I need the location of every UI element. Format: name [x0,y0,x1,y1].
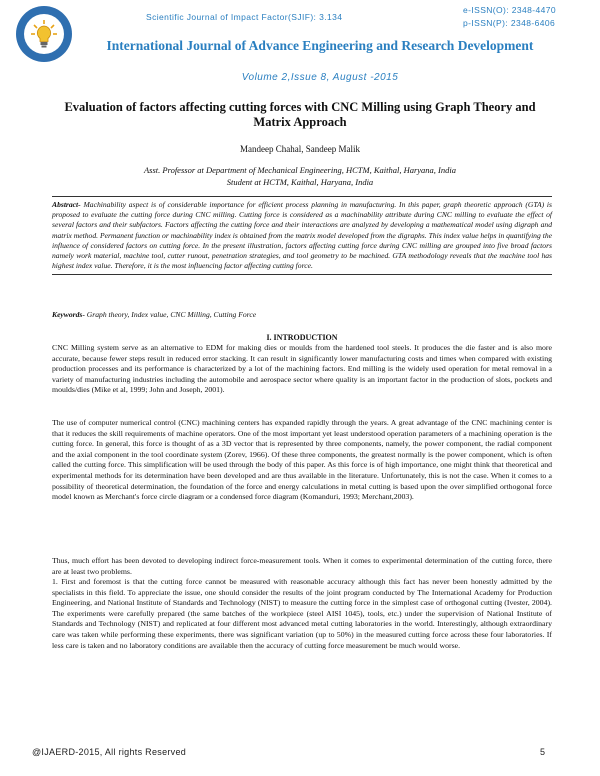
footer-copyright: @IJAERD-2015, All rights Reserved [32,747,187,757]
paragraph-2: The use of computer numerical control (CNC) machining centers has expanded rapidly through the years. A great advantage of the CNC machining center is that it reduces the skill requirements of machine operators. One of the most important yet least understood operation parameters of a machining operation is the cutting force. In general, this force is thought of as a 3D vector that is represented by three components, namely, the power component, the radial component and the axial component in the tool coordinate system (Zorev, 1966). Of these three components, the greatest normally is the power component, which is often called the cutting force. This simplification will be used through the body of this paper. As this force is of high importance, one might think that theoretical and experimental methods for its determination have been developed and are thus available in the literature. Unfortunately, this is not the case. When it comes to a possibility of theoretical determination, the foundation of the force and energy calculations in metal cutting is based upon the over simplified orthogonal force model known as Merchant's force circle diagram or a condensed force diagram (Komanduri, 1993; Merchant,2003). [52,418,552,502]
logo-emblem-icon [16,6,72,62]
paper-authors: Mandeep Chahal, Sandeep Malik [240,144,360,154]
paragraph-1: CNC Milling system serve as an alternative to EDM for making dies or moulds from the hardened tool steels. It produces the die faster and is also more accurate, because fewer steps result in reduced error stacking. It can result in significantly lower manufacturing costs and times when compared with existing production processes and its performance is characterized by a lot of the machining factors. End milling is the widely used operation for metal removal in a variety of manufacturing industries including the automobile and aerospace sector where quality is an important factor in the production of slots, pockets and moulds/dies (Mike et al, 1999; John and Joseph, 2001). [52,343,552,395]
impact-factor: Scientific Journal of Impact Factor(SJIF): 3.134 [146,12,343,22]
section-heading: I. INTRODUCTION [266,333,338,342]
keywords [52,310,256,319]
paragraph-3: Thus, much effort has been devoted to developing indirect force-measurement tools. When it comes to experimental determination of the cutting force, there are at least two problems. [52,556,552,576]
keywords-text: Graph theory, Index value, CNC Milling, Cutting Force [84,310,257,319]
journal-name: International Journal of Advance Engineering and Research Development [106,38,534,53]
eissn: e-ISSN(O): 2348-4470 [463,5,557,15]
paragraph-4: 1. First and foremost is that the cutting force cannot be measured with reasonable accuracy although this fact has never been honestly admitted by the specialists in this field. To appreciate the issue, one should consider the results of the joint program conducted by The International Academy for Production Engineering, and National Institute of Standards and Technology (NIST) to measure the cutting force in the simplest case of orthogonal cutting (Ivester, 2004). The experiments were carefully prepared (the same batches of the workpiece (steel AISI 1045), tools, etc.) under the supervision of National Institute of Standards and Technology (NIST) and replicated at four different most advanced metal cutting laboratories in the world. Interestingly, although extraordinary care was taken while performing these experiments, there was significant variation (up to 50%) in the measured cutting force across these four laboratories. If less care is taken and no laboratory conditions are available then the accuracy of cutting force measurement be much would worse. [52,577,552,650]
page-number: 5 [540,747,546,757]
keywords-label: Keywords- [52,310,85,319]
affiliation-2: Student at HCTM, Kaithal, Haryana, India [226,177,374,187]
abstract-label: Abstract- [52,200,81,209]
affiliation-1: Asst. Professor at Department of Mechanical Engineering, HCTM, Kaithal, Haryana, India [143,165,457,175]
paper-title: Evaluation of factors affecting cutting forces with CNC Milling using Graph Theory and Matrix Approach [64,100,536,129]
abstract-text: Machinability aspect is of considerable importance for efficient process planning in manufacturing. In this paper, graph theoretic approach (GTA) is proposed to evaluate the cutting force during CNC milling. Cutting force is considered as a machinability attribute during CNC milling to evaluate the effect of several factors and their subfactors. Factors affecting the cutting force and their interactions are analyzed by developing a mathematical model using digraph and matrix method. Permanent function or machinability index is obtained from the matrix model developed from the digraphs. This index value helps in quantifying the influence of considered factors on cutting force. In the present illustration, factors affecting cutting force during CNC milling are grouped into five broad factors namely work material, machine tool, cutter runout, penetration strategies, and tool geometry to be machined. GTA methodology reveals that the machine tool has highest index value. Therefore, it is the most influencing factor affecting cutting force. [52,200,552,271]
pissn: p-ISSN(P): 2348-6406 [463,18,556,28]
abstract [52,196,552,275]
volume-issue: Volume 2,Issue 8, August -2015 [241,72,399,83]
journal-logo [16,6,72,62]
